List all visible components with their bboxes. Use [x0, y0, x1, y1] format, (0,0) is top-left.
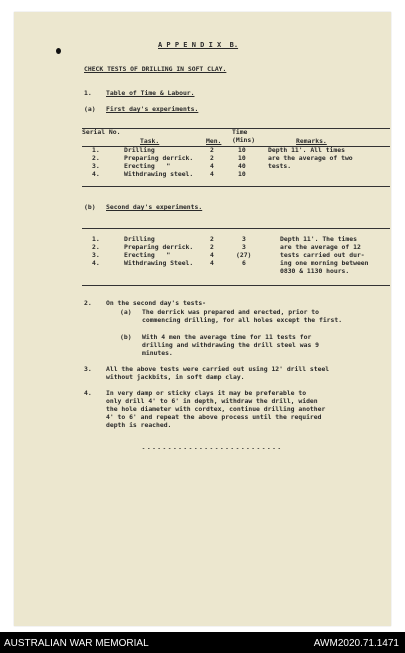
section-2-a-label: (a)	[120, 308, 132, 316]
table-a-row-4-serial: 4.	[92, 170, 100, 178]
table-b-row-2-serial: 2.	[92, 243, 100, 251]
section-4-line-4: 4' to 6' and repeat the above process until the required	[106, 413, 322, 421]
table-b-row-1-time: 3	[242, 235, 246, 243]
col-remarks-header: Remarks.	[296, 137, 327, 145]
section-3-line-1: All the above tests were carried out using 12' drill steel	[106, 365, 330, 373]
table-a-row-4-task: Withdrawing steel.	[124, 170, 194, 178]
table-b-row-3-time: (27)	[236, 251, 252, 259]
col-task-header: Task.	[140, 137, 160, 145]
table-b-row-4-serial: 4.	[92, 259, 100, 267]
table-a-row-1-men: 2	[210, 146, 214, 154]
table-a-remarks-line-1: Depth 11'. All times	[268, 146, 345, 154]
table-b-remarks-line-1: Depth 11'. The times	[280, 235, 357, 243]
table-a-row-3-men: 4	[210, 162, 214, 170]
section-2-b-line-1: With 4 men the average time for 11 tests for	[142, 333, 312, 341]
section-4-line-2: only drill 4' to 6' in depth, withdraw the drill, widen	[106, 397, 318, 405]
document-subtitle: CHECK TESTS OF DRILLING IN SOFT CLAY.	[84, 65, 227, 73]
table-b-row-3-task: Erecting "	[124, 251, 171, 259]
table-a-row-4-time: 10	[238, 170, 246, 178]
col-time-header: Time (Mins)	[232, 128, 256, 144]
table-b-row-2-task: Preparing derrick.	[124, 243, 194, 251]
section-2-b-line-3: minutes.	[142, 349, 173, 357]
table-b-row-1-men: 2	[210, 235, 214, 243]
document-title: A P P E N D I X B.	[158, 41, 239, 49]
table-a-row-3-task: Erecting "	[124, 162, 171, 170]
table-a-row-3-time: 40	[238, 162, 246, 170]
table-b-row-4-time: 6	[242, 259, 246, 267]
part-b-label: (b)	[84, 203, 96, 211]
part-b-heading: Second day's experiments.	[106, 203, 203, 211]
table-a-bottom-rule	[82, 186, 390, 187]
section-2-number: 2.	[84, 299, 92, 307]
part-a-label: (a)	[84, 105, 96, 113]
section-3-line-2: without jackbits, in soft damp clay.	[106, 373, 245, 381]
table-b-row-3-men: 4	[210, 251, 214, 259]
section-2-b-label: (b)	[120, 333, 132, 341]
section-1-heading: Table of Time & Labour.	[106, 89, 195, 97]
table-a-row-4-men: 4	[210, 170, 214, 178]
table-b-row-4-men: 4	[210, 259, 214, 267]
table-b-remarks-line-2: are the average of 12	[280, 243, 361, 251]
col-serial-header: Serial No.	[82, 128, 121, 136]
table-b-bottom-rule	[82, 285, 390, 286]
punch-hole	[56, 48, 61, 54]
section-4-line-1: In very damp or sticky clays it may be preferable to	[106, 389, 307, 397]
table-b-row-2-time: 3	[242, 243, 246, 251]
footer-institution: AUSTRALIAN WAR MEMORIAL	[4, 638, 149, 649]
table-b-row-1-serial: 1.	[92, 235, 100, 243]
table-b-row-2-men: 2	[210, 243, 214, 251]
part-a-heading: First day's experiments.	[106, 105, 199, 113]
table-b-remarks-line-5: 0830 & 1130 hours.	[280, 267, 350, 275]
table-a-row-1-serial: 1.	[92, 146, 100, 154]
table-a-row-2-serial: 2.	[92, 154, 100, 162]
table-b-top-rule	[82, 228, 390, 229]
footer-accession-number: AWM2020.71.1471	[313, 638, 399, 649]
section-2-intro: On the second day's tests-	[106, 299, 207, 307]
table-b-remarks-line-3: tests carried out dur-	[280, 251, 365, 259]
table-b-row-4-task: Withdrawing Steel.	[124, 259, 194, 267]
table-b-row-1-task: Drilling	[124, 235, 155, 243]
table-a-remarks-line-2: are the average of two	[268, 154, 353, 162]
archive-footer-bar	[0, 632, 405, 653]
section-2-b-line-2: drilling and withdrawing the drill steel was 9	[142, 341, 319, 349]
col-men-header: Men.	[206, 137, 222, 145]
end-mark: - - - - - - - - - - - - - - - - - - - - - - - - - - -	[142, 446, 281, 452]
section-4-number: 4.	[84, 389, 92, 397]
section-4-line-5: depth is reached.	[106, 421, 172, 429]
table-a-row-1-time: 10	[238, 146, 246, 154]
table-b-remarks-line-4: ing one morning between	[280, 259, 369, 267]
section-2-a-line-2: commencing drilling, for all holes except the first.	[142, 316, 343, 324]
section-1-number: 1.	[84, 89, 92, 97]
table-a-row-1-task: Drilling	[124, 146, 155, 154]
table-a-row-2-men: 2	[210, 154, 214, 162]
section-4-line-3: the hole diameter with cordtex, continue drilling another	[106, 405, 326, 413]
table-a-row-2-time: 10	[238, 154, 246, 162]
table-a-remarks-line-3: tests.	[268, 162, 292, 170]
table-b-row-3-serial: 3.	[92, 251, 100, 259]
table-a-row-2-task: Preparing derrick.	[124, 154, 194, 162]
table-a-row-3-serial: 3.	[92, 162, 100, 170]
section-2-a-line-1: The derrick was prepared and erected, prior to	[142, 308, 319, 316]
section-3-number: 3.	[84, 365, 92, 373]
